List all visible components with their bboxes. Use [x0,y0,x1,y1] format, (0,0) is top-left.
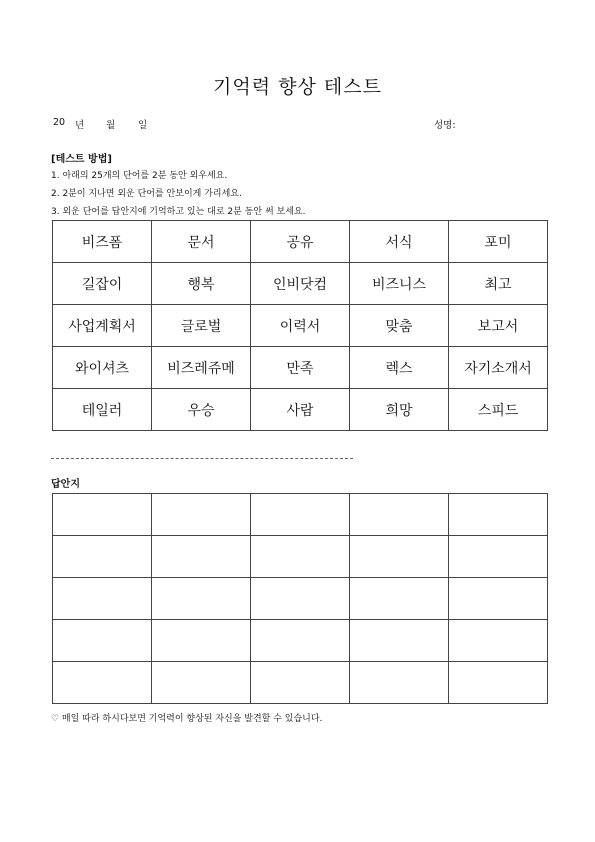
word-cell: 비즈레쥬메 [152,347,251,389]
word-cell: 렉스 [350,347,449,389]
word-cell: 포미 [449,221,548,263]
answer-cell[interactable] [152,578,251,620]
instruction-3: 3. 외운 단어를 답안지에 기억하고 있는 대로 2분 동안 써 보세요. [51,207,306,217]
answer-cell[interactable] [350,578,449,620]
answer-cell[interactable] [152,494,251,536]
answer-row [53,620,548,662]
word-cell: 테일러 [53,389,152,431]
word-cell: 스피드 [449,389,548,431]
year-prefix: 20 [53,117,66,128]
word-cell: 글로벌 [152,305,251,347]
answer-cell[interactable] [251,536,350,578]
answer-cell[interactable] [53,620,152,662]
answer-cell[interactable] [152,620,251,662]
word-cell: 이력서 [251,305,350,347]
answer-cell[interactable] [350,620,449,662]
answer-cell[interactable] [449,662,548,704]
word-cell: 희망 [350,389,449,431]
answer-cell[interactable] [53,494,152,536]
word-cell: 와이셔츠 [53,347,152,389]
word-row [53,305,548,347]
answer-cell[interactable] [449,536,548,578]
name-label: 성명: [434,120,456,131]
method-heading: [테스트 방법] [51,154,112,165]
answer-row [53,662,548,704]
month-label: 월 [106,120,116,131]
word-row [53,389,548,431]
word-cell: 인비닷컴 [251,263,350,305]
answer-grid [52,493,548,704]
answer-cell[interactable] [350,536,449,578]
answer-cell[interactable] [350,662,449,704]
answer-cell[interactable] [53,578,152,620]
word-cell: 사람 [251,389,350,431]
answer-cell[interactable] [449,494,548,536]
word-row [53,221,548,263]
answer-cell[interactable] [251,494,350,536]
answer-cell[interactable] [449,620,548,662]
word-cell: 공유 [251,221,350,263]
answer-cell[interactable] [152,662,251,704]
cut-line-divider [51,458,353,459]
word-cell: 비즈니스 [350,263,449,305]
word-row [53,347,548,389]
word-cell: 최고 [449,263,548,305]
day-label: 일 [138,120,148,131]
answer-row [53,494,548,536]
answer-cell[interactable] [251,578,350,620]
answer-cell[interactable] [251,662,350,704]
word-row [53,263,548,305]
year-label: 년 [75,120,85,131]
word-cell: 비즈폼 [53,221,152,263]
instruction-2: 2. 2분이 지나면 외운 단어를 안보이게 가리세요. [51,189,242,199]
word-grid [52,220,548,431]
word-cell: 길잡이 [53,263,152,305]
word-cell: 서식 [350,221,449,263]
word-cell: 보고서 [449,305,548,347]
footer-note: ♡ 매일 따라 하시다보면 기억력이 향상된 자신을 발견할 수 있습니다. [51,714,323,724]
page-title: 기억력 향상 테스트 [213,76,382,98]
answer-cell[interactable] [53,662,152,704]
answer-cell[interactable] [350,494,449,536]
word-cell: 맞춤 [350,305,449,347]
word-cell: 문서 [152,221,251,263]
answer-cell[interactable] [53,536,152,578]
answer-row [53,536,548,578]
answer-cell[interactable] [152,536,251,578]
answer-heading: 답안지 [51,479,80,490]
word-cell: 사업계획서 [53,305,152,347]
answer-cell[interactable] [449,578,548,620]
word-cell: 만족 [251,347,350,389]
answer-row [53,578,548,620]
word-cell: 우승 [152,389,251,431]
word-cell: 행복 [152,263,251,305]
answer-cell[interactable] [251,620,350,662]
word-cell: 자기소개서 [449,347,548,389]
instruction-1: 1. 아래의 25개의 단어를 2분 동안 외우세요. [51,171,228,181]
